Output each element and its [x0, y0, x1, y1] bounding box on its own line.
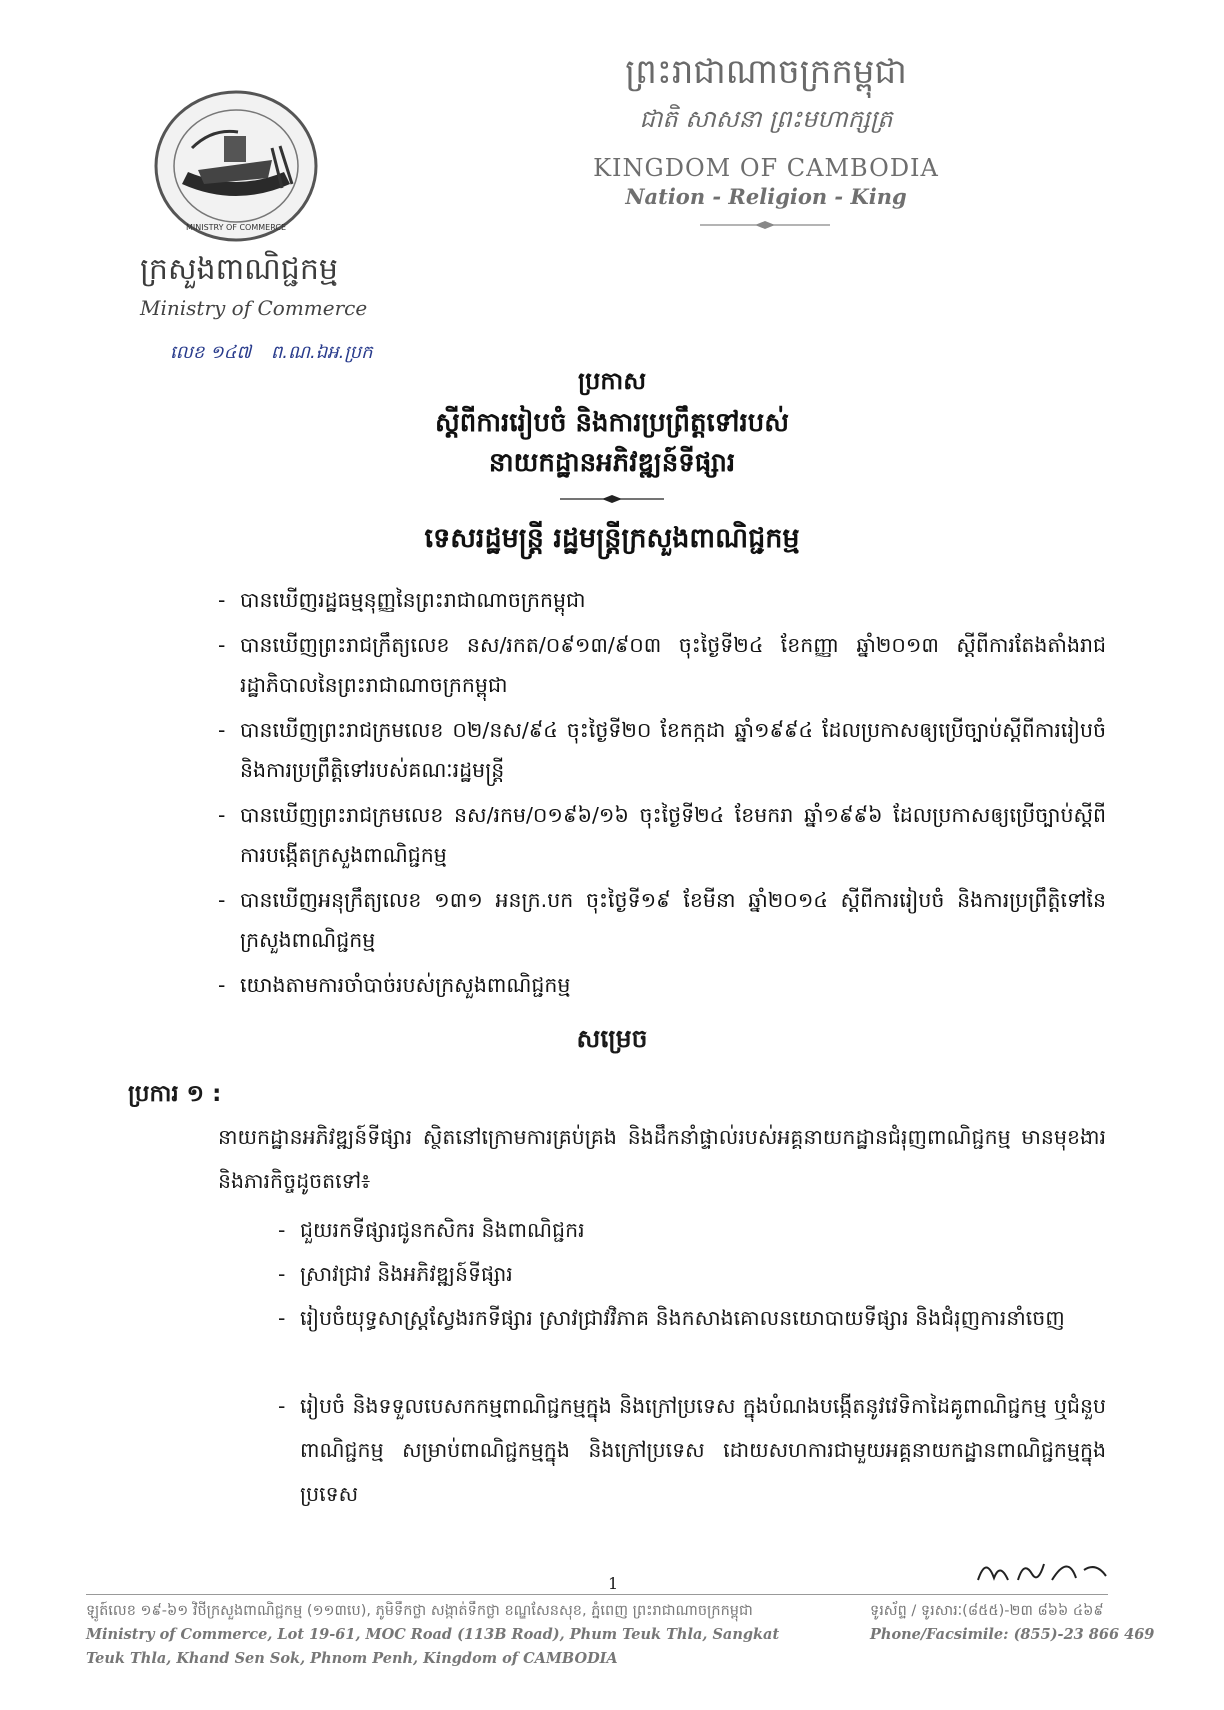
ministry-name-english: Ministry of Commerce [140, 296, 368, 320]
page-number: 1 [608, 1574, 619, 1593]
ornament-divider-icon [700, 220, 830, 230]
footer-address-khmer: ឡូត៍លេខ ១៩-៦១ វិថីក្រសួងពាណិជ្ជកម្ម (១១៣បេ), ភូមិទឹកថ្លា សង្កាត់ទឹកថ្លា ខណ្ឌសែនសុខ, ភ្នំពេញ ព្រះរាជាណាចក្រកម្ពុជា [86, 1603, 753, 1619]
ministry-name-khmer: ក្រសួងពាណិជ្ជកម្ម [140, 252, 338, 287]
motto-khmer: ជាតិ សាសនា ព្រះមហាក្សត្រ [639, 105, 893, 133]
preamble-item: - បានឃើញអនុក្រឹត្យលេខ ១៣១ អនក្រ.បក ចុះថ្ងៃទី១៩ ខែមីនា ឆ្នាំ២០១៤ ស្តីពីការរៀបចំ និងការប្រព្រឹត្តិទៅនៃក្រសួងពាណិជ្ជកម្ម [218, 888, 1106, 952]
duty-item: - ស្រាវជ្រាវ និងអភិវឌ្ឍន៍ទីផ្សារ [278, 1262, 513, 1286]
reference-number [170, 340, 387, 367]
decision-heading: សម្រេច [576, 1024, 648, 1053]
preamble-item: - បានឃើញរដ្ឋធម្មនុញ្ញនៃព្រះរាជាណាចក្រកម្ពុជា [218, 588, 586, 612]
issuer-title: ទេសរដ្ឋមន្ត្រី រដ្ឋមន្ត្រីក្រសួងពាណិជ្ជកម្ម [424, 523, 800, 554]
article-1-label: ប្រការ ១ : [128, 1081, 222, 1107]
footer-phone-english: Phone/Facsimile: (855)-23 866 469 [870, 1626, 1155, 1643]
duty-item: - រៀបចំ និងទទួលបេសកកម្មពាណិជ្ជកម្មក្នុង និងក្រៅប្រទេស ក្នុងបំណងបង្កើតនូវវេទិកាដៃគូពាណិជ្ជកម្ម ឬជំនួបពាណិជ្ជកម្ម សម្រាប់ពាណិជ្ជកម្មក្នុង និងក្រៅប្រទេស ដោយសហការជាមួយអគ្គនាយកដ្ឋានពាណិជ្ជកម្មក្នុងប្រទេស [278, 1394, 1106, 1506]
preamble-item: - បានឃើញព្រះរាជក្រមលេខ ០២/នស/៩៤ ចុះថ្ងៃទី២០ ខែកក្កដា ឆ្នាំ១៩៩៤ ដែលប្រកាសឲ្យប្រើច្បាប់ស្តីពីការរៀបចំ និងការប្រព្រឹត្តិទៅរបស់គណៈរដ្ឋមន្ត្រី [218, 718, 1106, 782]
preamble-item: - យោងតាមការចាំបាច់របស់ក្រសួងពាណិជ្ជកម្ម [218, 973, 571, 997]
ref-code: ព.ណ.ឯអ.ប្រក [270, 342, 373, 363]
proclamation-heading: ប្រកាស [577, 367, 647, 395]
ref-number: លេខ ១៤៧ [170, 342, 252, 363]
preamble-item: - បានឃើញព្រះរាជក្រមលេខ នស/រកម/០១៩៦/១៦ ចុះថ្ងៃទី២៤ ខែមករា ឆ្នាំ១៩៩៦ ដែលប្រកាសឲ្យប្រើច្បាប់ស្តីពីការបង្កើតក្រសួងពាណិជ្ជកម្ម [218, 803, 1106, 867]
footer-rule [86, 1594, 1108, 1595]
article-1-body: នាយកដ្ឋានអភិវឌ្ឍន៍ទីផ្សារ ស្ថិតនៅក្រោមការគ្រប់គ្រង និងដឹកនាំផ្ទាល់របស់អគ្គនាយកដ្ឋានជំរុញពាណិជ្ជកម្ម មានមុខងារ និងភារកិច្ចដូចតទៅ៖ [218, 1125, 1106, 1193]
proclamation-subject-line2: នាយកដ្ឋានអភិវឌ្ឍន៍ទីផ្សារ [488, 448, 736, 478]
duty-item: - ជួយរកទីផ្សារជូនកសិករ និងពាណិជ្ជករ [278, 1218, 585, 1242]
motto-english: Nation - Religion - King [625, 184, 907, 209]
footer-phone-khmer: ទូរស័ព្ទ / ទូរសារៈ(៨៥៥)-២៣ ៨៦៦ ៤៦៩ [870, 1603, 1104, 1619]
title-divider-icon [560, 494, 664, 504]
initials-signature-icon [972, 1550, 1112, 1590]
kingdom-name-english: KINGDOM OF CAMBODIA [593, 154, 939, 182]
preamble-item: - បានឃើញព្រះរាជក្រឹត្យលេខ នស/រកត/០៩១៣/៩០៣ ចុះថ្ងៃទី២៤ ខែកញ្ញា ឆ្នាំ២០១៣ ស្តីពីការតែងតាំងរាជរដ្ឋាភិបាលនៃព្រះរាជាណាចក្រកម្ពុជា [218, 633, 1106, 697]
footer-address-english-line1: Ministry of Commerce, Lot 19-61, MOC Road (113B Road), Phum Teuk Thla, Sangkat [86, 1626, 780, 1643]
footer-address-english-line2: Teuk Thla, Khand Sen Sok, Phnom Penh, Kingdom of CAMBODIA [86, 1650, 618, 1667]
svg-text:MINISTRY OF COMMERCE: MINISTRY OF COMMERCE [185, 223, 287, 232]
proclamation-subject-line1: ស្តីពីការរៀបចំ និងការប្រព្រឹត្តទៅរបស់ [434, 408, 790, 438]
kingdom-name-khmer: ព្រះរាជាណាចក្រកម្ពុជា [625, 52, 907, 92]
ministry-seal-icon [152, 88, 320, 244]
duty-item: - រៀបចំយុទ្ធសាស្ត្រស្វែងរកទីផ្សារ ស្រាវជ្រាវវិភាគ និងកសាងគោលនយោបាយទីផ្សារ និងជំរុញការនាំចេញ [278, 1306, 1065, 1330]
